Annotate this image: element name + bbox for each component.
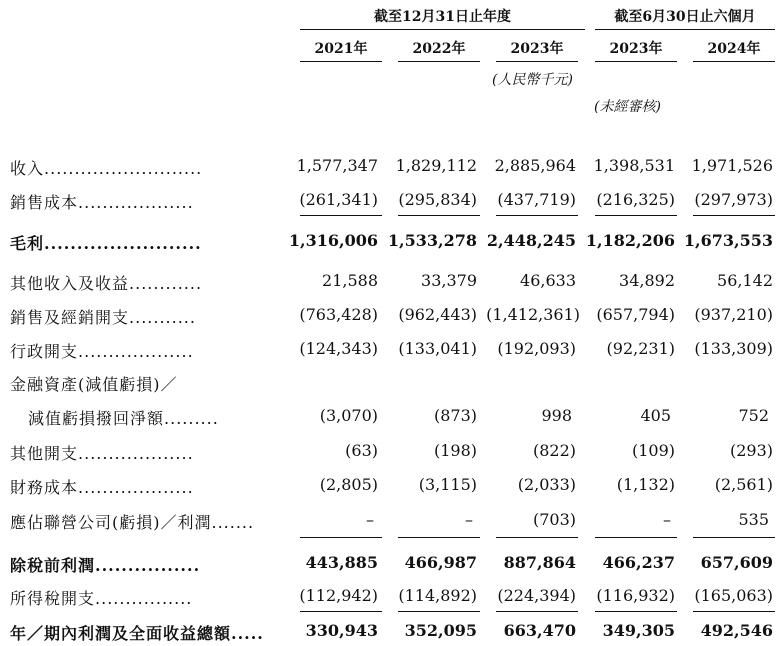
total-rule-2023 bbox=[496, 611, 578, 612]
cell-gross-profit-2021: 1,316,006 bbox=[288, 231, 378, 250]
cell-other-expenses-2021: (63) bbox=[345, 441, 378, 460]
cell-total-profit-2021: 330,943 bbox=[305, 621, 378, 640]
total-rule-2023-h1 bbox=[595, 611, 677, 612]
cell-total-profit-2024-h1: 492,546 bbox=[700, 621, 773, 640]
year-header-2023: 2023年 bbox=[510, 41, 564, 57]
pbt-rule-2022 bbox=[398, 537, 480, 538]
row-label-cost-of-sales: 銷售成本................... bbox=[10, 193, 194, 212]
cell-pbt-2023-h1: 466,237 bbox=[602, 553, 675, 572]
group-header-year-ended: 截至12月31日止年度 bbox=[374, 9, 511, 25]
cell-total-profit-2022: 352,095 bbox=[404, 621, 477, 640]
cell-finance-costs-2024-h1: (2,561) bbox=[714, 475, 773, 494]
cell-finance-costs-2023: (2,033) bbox=[517, 475, 576, 494]
cell-total-profit-2023: 663,470 bbox=[503, 621, 576, 640]
row-label-income-tax: 所得稅開支................ bbox=[10, 589, 193, 608]
year-rule-2023 bbox=[496, 61, 578, 62]
year-rule-2021 bbox=[300, 61, 382, 62]
cell-finance-costs-2021: (2,805) bbox=[319, 475, 378, 494]
row-label-gross-profit: 毛利........................ bbox=[10, 234, 202, 253]
total-rule-2022 bbox=[398, 611, 480, 612]
cell-associates-2024-h1: 535 bbox=[738, 510, 769, 529]
cell-impairment-2023-h1: 405 bbox=[640, 406, 671, 425]
cell-tax-2023: (224,394) bbox=[497, 586, 576, 605]
cell-associates-2023: (703) bbox=[532, 510, 576, 529]
cell-impairment-2023: 998 bbox=[541, 406, 572, 425]
subtotal-rule-2024-h1 bbox=[693, 215, 775, 216]
cell-associates-2021: – bbox=[366, 510, 374, 529]
row-label-total-profit: 年／期內利潤及全面收益總額..... bbox=[10, 624, 264, 643]
cell-associates-2022: – bbox=[465, 510, 473, 529]
year-header-2024-h1: 2024年 bbox=[707, 41, 761, 57]
group-header-six-months: 截至6月30日止六個月 bbox=[614, 9, 756, 25]
row-label-impairment-line2: 減值虧損撥回淨額......... bbox=[28, 409, 219, 428]
row-label-impairment-line1: 金融資產(減值虧損)／ bbox=[10, 375, 178, 394]
cell-pbt-2022: 466,987 bbox=[404, 553, 477, 572]
cell-impairment-2024-h1: 752 bbox=[738, 406, 769, 425]
cell-other-expenses-2022: (198) bbox=[433, 441, 477, 460]
cell-associates-2023-h1: – bbox=[663, 510, 671, 529]
cell-revenue-2021: 1,577,347 bbox=[296, 156, 378, 175]
year-header-2022: 2022年 bbox=[412, 41, 466, 57]
subtotal-rule-2023 bbox=[496, 215, 578, 216]
cell-admin-2023: (192,093) bbox=[497, 339, 576, 358]
year-rule-2023-h1 bbox=[595, 61, 677, 62]
cell-tax-2023-h1: (116,932) bbox=[596, 586, 675, 605]
cell-pbt-2024-h1: 657,609 bbox=[700, 553, 773, 572]
row-label-other-expenses: 其他開支................... bbox=[10, 444, 194, 463]
row-label-finance-costs: 財務成本................... bbox=[10, 478, 194, 497]
cell-other-expenses-2024-h1: (293) bbox=[729, 441, 773, 460]
cell-revenue-2024-h1: 1,971,526 bbox=[691, 156, 773, 175]
cell-other-income-2023-h1: 34,892 bbox=[619, 271, 675, 290]
cell-other-income-2024-h1: 56,142 bbox=[717, 271, 773, 290]
cell-other-income-2022: 33,379 bbox=[421, 271, 477, 290]
cell-cost-of-sales-2022: (295,834) bbox=[398, 190, 477, 209]
cell-pbt-2021: 443,885 bbox=[305, 553, 378, 572]
cell-other-expenses-2023: (822) bbox=[532, 441, 576, 460]
cell-tax-2022: (114,892) bbox=[398, 586, 477, 605]
cell-admin-2022: (133,041) bbox=[398, 339, 477, 358]
year-header-2021: 2021年 bbox=[314, 41, 368, 57]
total-rule-2024-h1 bbox=[693, 611, 775, 612]
cell-cost-of-sales-2024-h1: (297,973) bbox=[694, 190, 773, 209]
row-label-profit-before-tax: 除稅前利潤................ bbox=[10, 556, 201, 575]
cell-gross-profit-2024-h1: 1,673,553 bbox=[683, 231, 773, 250]
cell-total-profit-2023-h1: 349,305 bbox=[602, 621, 675, 640]
cell-admin-2021: (124,343) bbox=[299, 339, 378, 358]
cell-revenue-2023-h1: 1,398,531 bbox=[593, 156, 675, 175]
cell-cost-of-sales-2023: (437,719) bbox=[497, 190, 576, 209]
cell-impairment-2022: (873) bbox=[433, 406, 477, 425]
cell-other-income-2021: 21,588 bbox=[322, 271, 378, 290]
total-rule-2021 bbox=[300, 611, 382, 612]
cell-revenue-2023: 2,885,964 bbox=[494, 156, 576, 175]
cell-selling-2022: (962,443) bbox=[398, 305, 477, 324]
cell-admin-2024-h1: (133,309) bbox=[694, 339, 773, 358]
pbt-rule-2024-h1 bbox=[693, 537, 775, 538]
year-rule-2024-h1 bbox=[693, 61, 775, 62]
row-label-other-income: 其他收入及收益............ bbox=[10, 274, 203, 293]
cell-impairment-2021: (3,070) bbox=[319, 406, 378, 425]
cell-cost-of-sales-2023-h1: (216,325) bbox=[596, 190, 675, 209]
cell-gross-profit-2022: 1,533,278 bbox=[387, 231, 477, 250]
cell-tax-2021: (112,942) bbox=[299, 586, 378, 605]
unaudited-note: (未經審核) bbox=[594, 99, 661, 115]
pbt-rule-2023-h1 bbox=[595, 537, 677, 538]
cell-revenue-2022: 1,829,112 bbox=[395, 156, 477, 175]
cell-selling-2021: (763,428) bbox=[299, 305, 378, 324]
cell-selling-2023: (1,412,361) bbox=[486, 305, 580, 324]
cell-selling-2023-h1: (657,794) bbox=[596, 305, 675, 324]
cell-tax-2024-h1: (165,063) bbox=[694, 586, 773, 605]
row-label-admin-expenses: 行政開支................... bbox=[10, 342, 194, 361]
unit-note: (人民幣千元) bbox=[492, 72, 573, 88]
cell-gross-profit-2023-h1: 1,182,206 bbox=[585, 231, 675, 250]
group-header-rule-2 bbox=[595, 29, 775, 30]
subtotal-rule-2022 bbox=[398, 215, 480, 216]
cell-gross-profit-2023: 2,448,245 bbox=[486, 231, 576, 250]
cell-finance-costs-2022: (3,115) bbox=[418, 475, 477, 494]
year-rule-2022 bbox=[398, 61, 480, 62]
cell-cost-of-sales-2021: (261,341) bbox=[299, 190, 378, 209]
year-header-2023-h1: 2023年 bbox=[609, 41, 663, 57]
subtotal-rule-2021 bbox=[300, 215, 382, 216]
cell-finance-costs-2023-h1: (1,132) bbox=[616, 475, 675, 494]
group-header-rule-1 bbox=[300, 29, 585, 30]
pbt-rule-2023 bbox=[496, 537, 578, 538]
row-label-share-of-associates: 應佔聯營公司(虧損)／利潤....... bbox=[10, 513, 255, 532]
row-label-selling-expenses: 銷售及經銷開支........... bbox=[10, 308, 196, 327]
cell-selling-2024-h1: (937,210) bbox=[694, 305, 773, 324]
cell-admin-2023-h1: (92,231) bbox=[606, 339, 675, 358]
pbt-rule-2021 bbox=[300, 537, 382, 538]
cell-other-expenses-2023-h1: (109) bbox=[631, 441, 675, 460]
subtotal-rule-2023-h1 bbox=[595, 215, 677, 216]
cell-pbt-2023: 887,864 bbox=[503, 553, 576, 572]
cell-other-income-2023: 46,633 bbox=[520, 271, 576, 290]
row-label-revenue: 收入.......................... bbox=[10, 159, 203, 178]
